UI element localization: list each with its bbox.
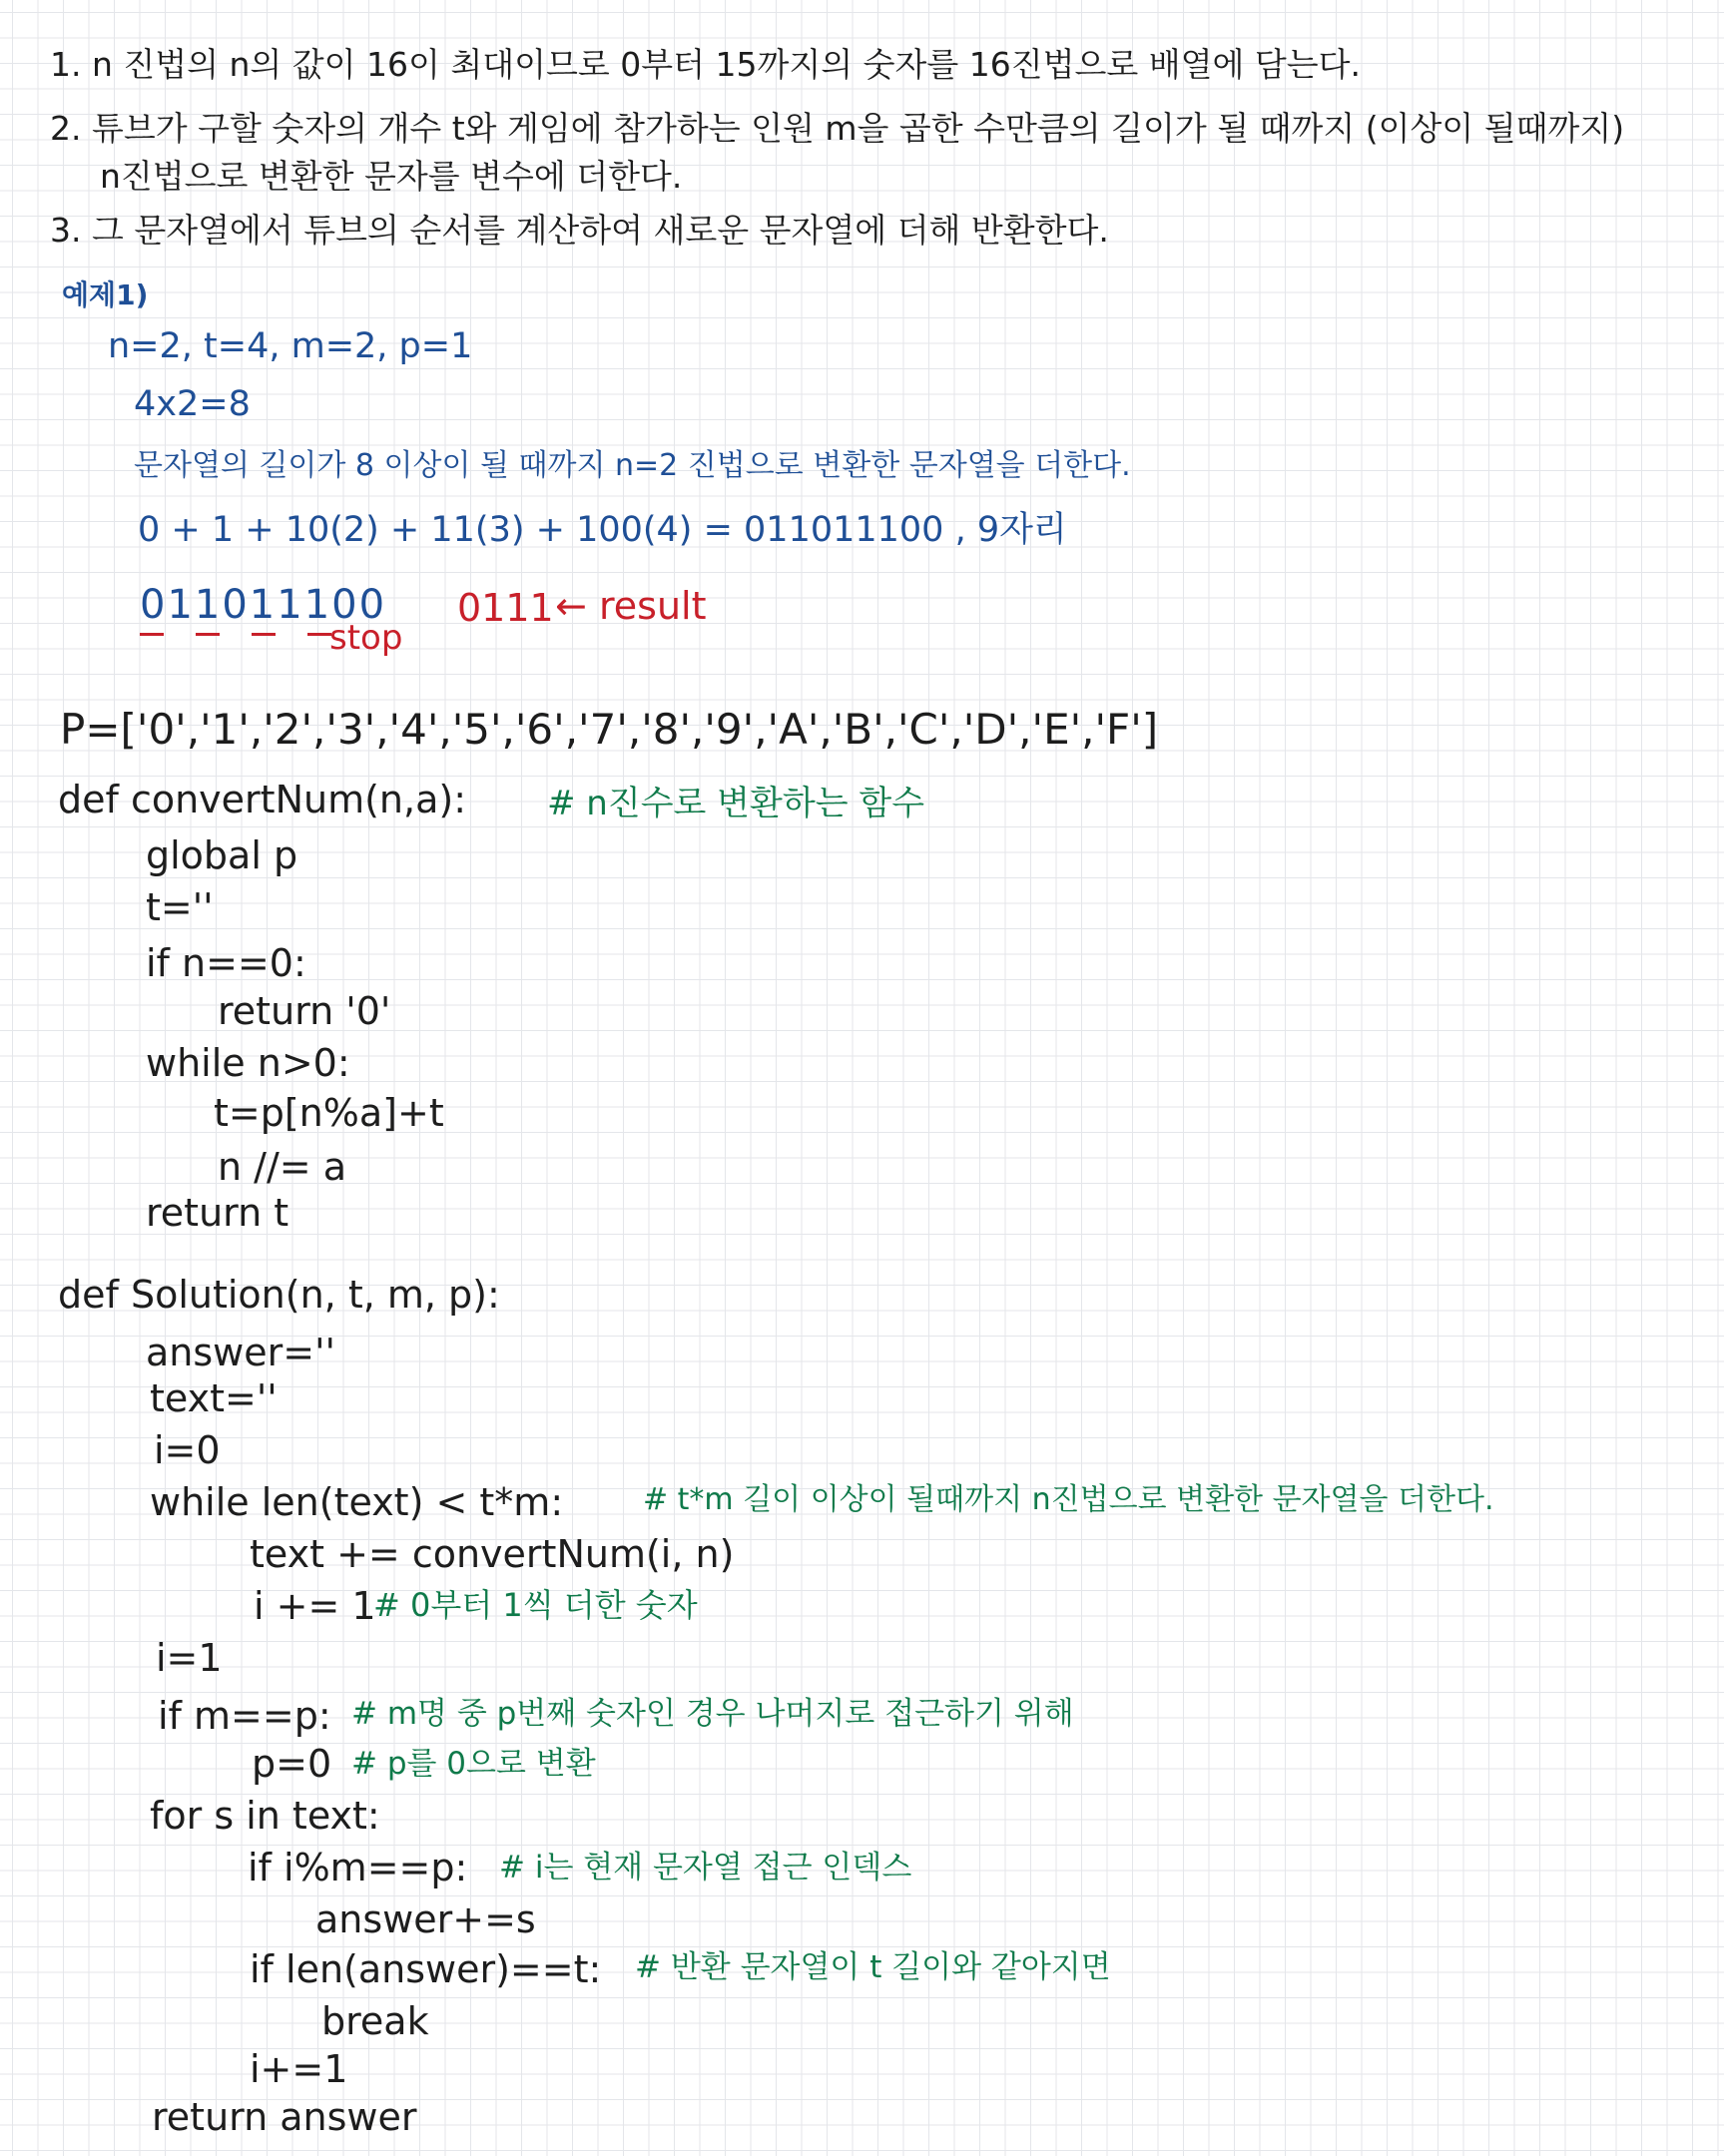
result-label: result — [599, 584, 707, 628]
arrow-icon: ← — [555, 584, 587, 628]
code-line: if i%m==p: — [248, 1846, 468, 1889]
example-sum: 0 + 1 + 10(2) + 11(3) + 100(4) = 011011100 , 9자리 — [138, 510, 1067, 550]
code-line: i=0 — [154, 1428, 221, 1472]
code-line: i=1 — [156, 1636, 223, 1680]
step-3: 3. 그 문자열에서 튜브의 순서를 계산하여 새로운 문자열에 더해 반환한다. — [50, 211, 1109, 250]
bit-mark — [252, 633, 276, 636]
code-line: global p — [146, 833, 298, 877]
comment-if-m-p: # m명 중 p번째 숫자인 경우 나머지로 접근하기 위해 — [351, 1696, 1074, 1732]
code-line: answer+=s — [315, 1897, 536, 1941]
hex-list: P=['0','1','2','3','4','5','6','7','8','9','A','B','C','D','E','F'] — [60, 705, 1159, 754]
bit-mark — [140, 633, 164, 636]
code-line: if len(answer)==t: — [250, 1947, 602, 1991]
code-line: return answer — [152, 2095, 417, 2139]
bit-mark — [307, 633, 331, 636]
code-line: p=0 — [252, 1742, 332, 1786]
code-line: return '0' — [218, 989, 391, 1033]
code-line: if m==p: — [158, 1694, 331, 1738]
example-note: 문자열의 길이가 8 이상이 될 때까지 n=2 진법으로 변환한 문자열을 더한다. — [134, 448, 1131, 483]
code-line: answer='' — [146, 1331, 335, 1374]
code-line: break — [321, 1999, 429, 2043]
def-solution: def Solution(n, t, m, p): — [58, 1273, 500, 1317]
code-line: t='' — [146, 885, 214, 929]
code-line: t=p[n%a]+t — [214, 1091, 444, 1135]
comment-convertnum: # n진수로 변환하는 함수 — [547, 784, 925, 823]
def-convertnum: def convertNum(n,a): — [58, 778, 467, 821]
code-line: text += convertNum(i, n) — [250, 1532, 735, 1576]
code-line: return t — [146, 1191, 289, 1235]
result-digits: 0111 — [457, 586, 554, 630]
step-1: 1. n 진법의 n의 값이 16이 최대이므로 0부터 15까지의 숫자를 16진법으로 배열에 담는다. — [50, 45, 1361, 84]
comment-index: # i는 현재 문자열 접근 인덱스 — [499, 1850, 912, 1886]
example-product: 4x2=8 — [134, 384, 251, 424]
code-line: n //= a — [218, 1145, 346, 1189]
code-line: while len(text) < t*m: — [150, 1480, 564, 1524]
code-line: i+=1 — [250, 2047, 348, 2091]
comment-while: # t*m 길이 이상이 될때까지 n진법으로 변환한 문자열을 더한다. — [643, 1482, 1494, 1517]
comment-increment: # 0부터 1씩 더한 숫자 — [373, 1586, 698, 1624]
example-params: n=2, t=4, m=2, p=1 — [108, 326, 473, 366]
stop-label: stop — [329, 618, 403, 658]
step-2: 2. 튜브가 구할 숫자의 개수 t와 게임에 참가하는 인원 m을 곱한 수만큼의 길이가 될 때까지 (이상이 될때까지) — [50, 109, 1625, 148]
step-2-continued: n진법으로 변환한 문자를 변수에 더한다. — [100, 157, 683, 196]
code-line: while n>0: — [146, 1041, 350, 1085]
code-line: text='' — [150, 1376, 278, 1420]
example-title: 예제1) — [62, 278, 149, 311]
bit-mark — [196, 633, 220, 636]
code-line: i += 1 — [254, 1584, 376, 1628]
comment-p-zero: # p를 0으로 변환 — [351, 1746, 596, 1782]
code-line: if n==0: — [146, 941, 306, 985]
comment-length: # 반환 문자열이 t 길이와 같아지면 — [635, 1949, 1111, 1985]
code-line: for s in text: — [150, 1794, 380, 1838]
example-bits: 011011100 — [140, 582, 387, 628]
